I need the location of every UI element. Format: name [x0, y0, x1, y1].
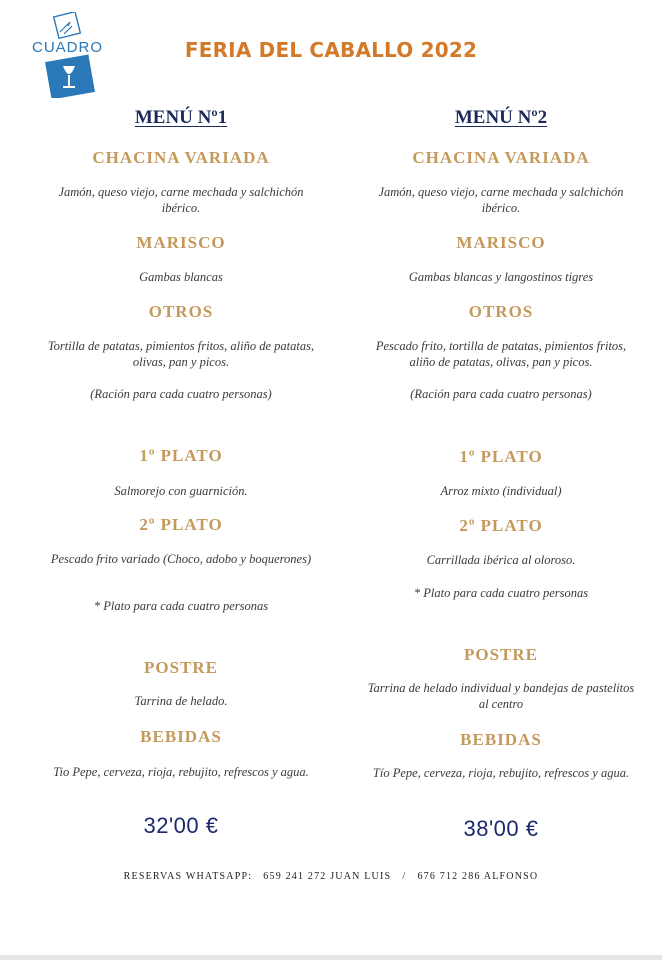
menu-1-otros-title: OTROS: [148, 302, 214, 321]
menu-2-postre-desc: Tarrina de helado individual y bandejas de pastelitos al centro: [367, 681, 635, 711]
menu-1-marisco-desc: Gambas blancas: [139, 270, 223, 284]
menu-2-otros-desc: Pescado frito, tortilla de patatas, pimientos fritos, aliño de patatas, olivas, pan y picos.: [375, 339, 627, 369]
menu-1-postre-desc: Tarrina de helado.: [134, 694, 228, 708]
menu-2-postre-title: POSTRE: [463, 645, 539, 664]
menu-1-chacina-desc: Jamón, queso viejo, carne mechada y salchichón ibérico.: [58, 185, 304, 215]
menu-1-plato1-desc: Salmorejo con guarnición.: [114, 484, 248, 498]
menu-1-bebidas-desc: Tio Pepe, cerveza, rioja, rebujito, refrescos y agua.: [53, 765, 309, 779]
menu-1-marisco-title: MARISCO: [136, 233, 226, 252]
menu-2-chacina-title: CHACINA VARIADA: [412, 148, 590, 167]
menu-1-plato2-desc: Pescado frito variado (Choco, adobo y boquerones): [50, 552, 312, 566]
menu-2-plato1-desc: Arroz mixto (individual): [440, 484, 562, 498]
logo-wordmark: CUADRO: [32, 39, 104, 56]
menu-2-chacina-desc: Jamón, queso viejo, carne mechada y salchichón ibérico.: [378, 185, 624, 215]
menu-2-plato1-title: 1º PLATO: [459, 447, 543, 466]
menu-1-plato1-title: 1º PLATO: [139, 446, 223, 465]
menu-1-chacina-title: CHACINA VARIADA: [92, 148, 270, 167]
menu-1-otros-note: (Ración para cada cuatro personas): [90, 387, 272, 401]
menu-2-plato2-desc: Carrillada ibérica al oloroso.: [426, 553, 576, 567]
menu-1-postre-title: POSTRE: [143, 658, 219, 677]
menu-2-marisco-desc: Gambas blancas y langostinos tigres: [408, 270, 594, 284]
menu-1-plato2-note: * Plato para cada cuatro personas: [93, 599, 269, 613]
menu-2-plato2-title: 2º PLATO: [459, 516, 543, 535]
menu-2-bebidas-desc: Tío Pepe, cerveza, rioja, rebujito, refrescos y agua.: [372, 766, 630, 780]
menu-1-otros-desc: Tortilla de patatas, pimientos fritos, aliño de patatas, olivas, pan y picos.: [47, 339, 315, 369]
menu-1-plato2-title: 2º PLATO: [139, 515, 223, 534]
menu-1-price: 32'00 €: [143, 813, 219, 838]
menu-2-bebidas-title: BEBIDAS: [460, 730, 542, 749]
menu-2-otros-note: (Ración para cada cuatro personas): [410, 387, 592, 401]
page-title: FERIA DEL CABALLO 2022: [184, 38, 478, 62]
menu-2-plato2-note: * Plato para cada cuatro personas: [413, 586, 589, 600]
menu-2-price: 38'00 €: [463, 816, 539, 841]
menu-1-bebidas-title: BEBIDAS: [140, 727, 222, 746]
reservations-footer: RESERVAS WHATSAPP: 659 241 272 JUAN LUIS / 676 712 286 ALFONSO: [123, 871, 539, 882]
menu-1-title: MENÚ Nº1: [134, 107, 228, 128]
menu-2-marisco-title: MARISCO: [456, 233, 546, 252]
menu-2-otros-title: OTROS: [468, 302, 534, 321]
bottom-band: [0, 955, 662, 960]
menu-2-title: MENÚ Nº2: [454, 107, 548, 128]
